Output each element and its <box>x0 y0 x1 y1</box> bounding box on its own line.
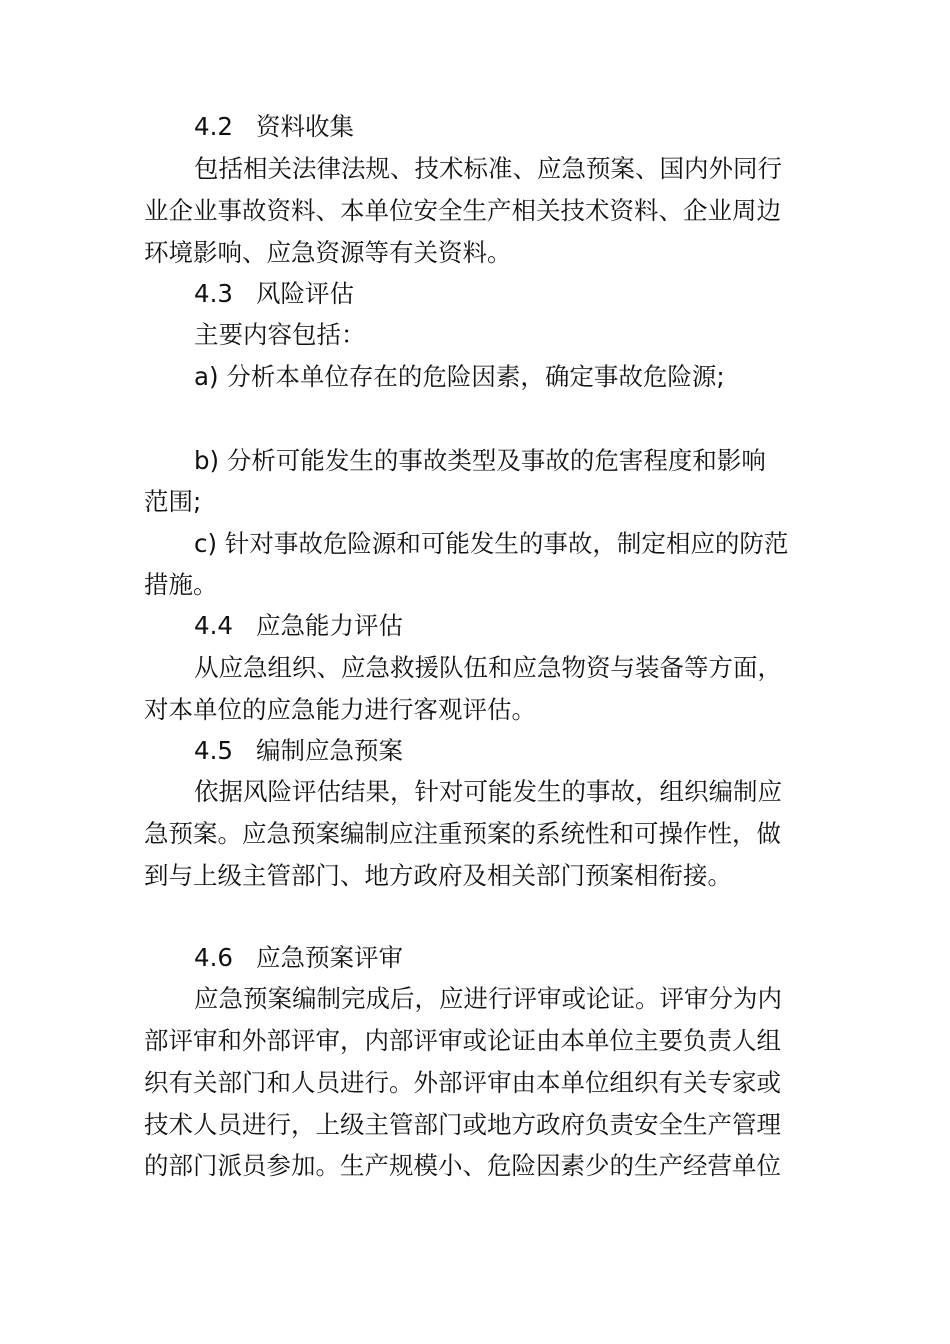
paragraph-line: 依据风险评估结果，针对可能发生的事故，组织编制应 <box>194 777 782 806</box>
paragraph-line: 织有关部门和人员进行。外部评审由本单位组织有关专家或 <box>144 1068 781 1097</box>
section-title: 编制应急预案 <box>256 736 403 765</box>
section-number: 4.3 <box>194 279 233 308</box>
paragraph-line: 业企业事故资料、本单位安全生产相关技术资料、企业周边 <box>144 196 781 225</box>
section-number: 4.4 <box>194 611 233 640</box>
section-number: 4.2 <box>194 112 233 141</box>
paragraph-line: 部评审和外部评审，内部评审或论证由本单位主要负责人组 <box>144 1026 781 1055</box>
section-4-2-heading <box>194 106 814 148</box>
section-title: 风险评估 <box>256 279 354 308</box>
list-item: c) 针对事故危险源和可能发生的事故，制定相应的防范 <box>194 529 789 558</box>
paragraph-line: 包括相关法律法规、技术标准、应急预案、国内外同行 <box>194 154 782 183</box>
section-number: 4.5 <box>194 736 233 765</box>
section-4-6-heading <box>194 937 814 979</box>
section-4-4-heading <box>194 605 814 647</box>
paragraph-line: 对本单位的应急能力进行客观评估。 <box>144 695 536 724</box>
list-item-continuation: 范围; <box>144 487 202 516</box>
section-number: 4.6 <box>194 943 233 972</box>
section-title: 应急预案评审 <box>256 943 403 972</box>
paragraph-line: 环境影响、应急资源等有关资料。 <box>144 238 512 267</box>
paragraph-line: 的部门派员参加。生产规模小、危险因素少的生产经营单位 <box>144 1151 781 1180</box>
paragraph-line: 急预案。应急预案编制应注重预案的系统性和可操作性，做 <box>144 819 781 848</box>
section-title: 资料收集 <box>256 112 354 141</box>
section-4-5-heading <box>194 730 814 772</box>
paragraph-line: 应急预案编制完成后，应进行评审或论证。评审分为内 <box>194 984 782 1013</box>
list-item-continuation: 措施。 <box>144 570 218 599</box>
paragraph-line: 技术人员进行，上级主管部门或地方政府负责安全生产管理 <box>144 1110 781 1139</box>
section-4-3-heading <box>194 273 814 315</box>
section-title: 应急能力评估 <box>256 611 403 640</box>
list-item: a) 分析本单位存在的危险因素，确定事故危险源; <box>194 362 725 391</box>
paragraph-line: 从应急组织、应急救援队伍和应急物资与装备等方面， <box>194 653 782 682</box>
paragraph-line: 到与上级主管部门、地方政府及相关部门预案相衔接。 <box>144 861 732 890</box>
paragraph-line: 主要内容包括： <box>194 320 366 349</box>
list-item: b) 分析可能发生的事故类型及事故的危害程度和影响 <box>194 446 766 475</box>
